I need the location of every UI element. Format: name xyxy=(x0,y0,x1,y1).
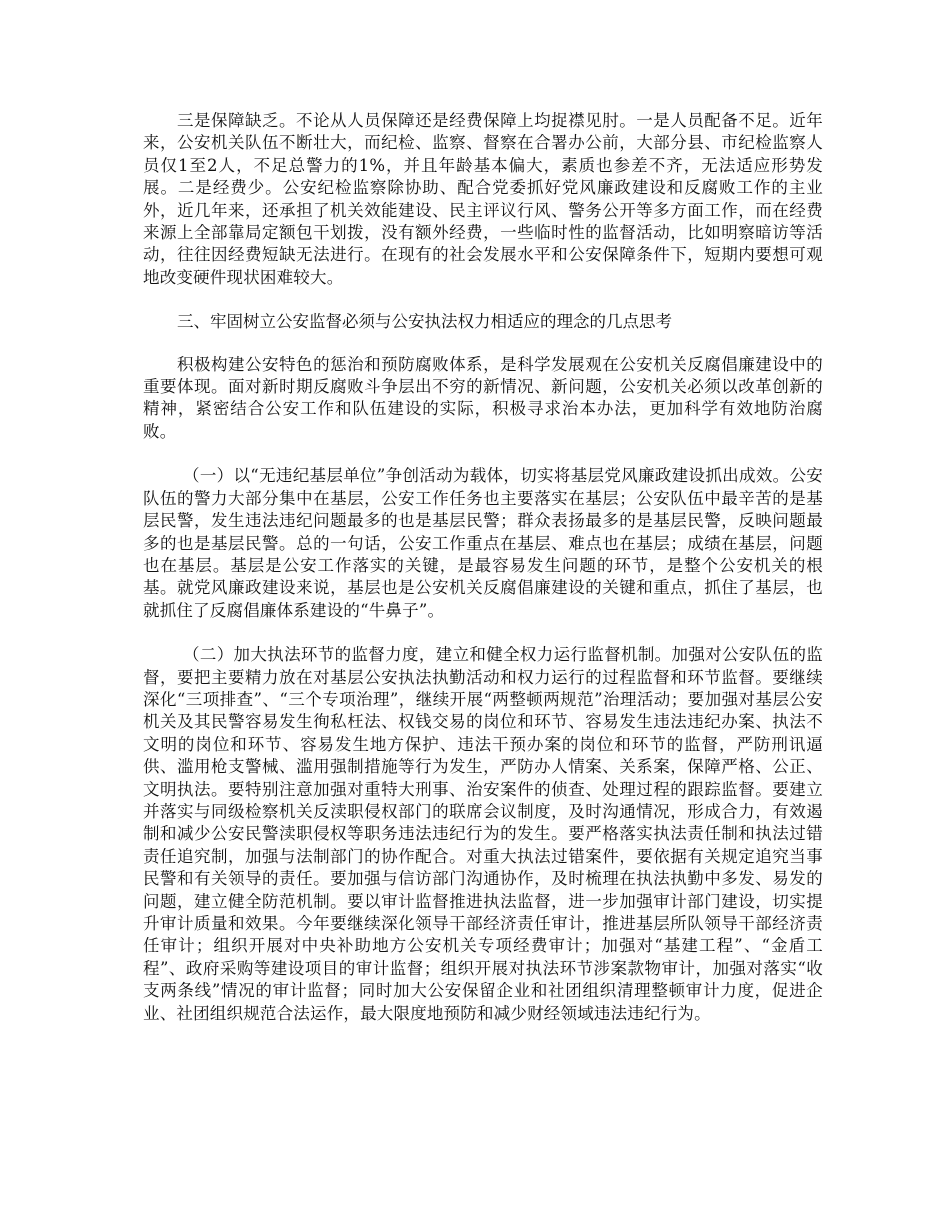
paragraph-gap xyxy=(143,289,823,311)
document-page xyxy=(143,110,823,1025)
paragraph-gap xyxy=(143,443,823,465)
paragraph-gap xyxy=(143,622,823,644)
paragraph-item-two: （二）加大执法环节的监督力度，建立和健全权力运行监督机制。加强对公安队伍的监督，要把主要精力放在对基层公安执法执勤活动和权力运行的过程监督和环节监督。要继续深化“三项排查”、“三个专项治理”，继续开展“两整顿两规范”治理活动；要加强对基层公安机关及其民警容易发生徇私枉法、权钱交易的岗位和环节、容易发生违法违纪办案、执法不文明的岗位和环节、容易发生地方保护、违法干预办案的岗位和环节的监督，严防刑讯逼供、滥用枪支警械、滥用强制措施等行为发生，严防办人情案、关系案，保障严格、公正、文明执法。要特别注意加强对重特大刑事、治安案件的侦查、处理过程的跟踪监督。要建立并落实与同级检察机关反渎职侵权部门的联席会议制度，及时沟通情况，形成合力，有效遏制和减少公安民警渎职侵权等职务违法违纪行为的发生。要严格落实执法责任制和执法过错责任追究制，加强与法制部门的协作配合。对重大执法过错案件，要依据有关规定追究当事民警和有关领导的责任。要加强与信访部门沟通协作，及时梳理在执法执勤中多发、易发的问题，建立健全防范机制。要以审计监督推进执法监督，进一步加强审计部门建设，切实提升审计质量和效果。今年要继续深化领导干部经济责任审计，推进基层所队领导干部经济责任审计；组织开展对中央补助地方公安机关专项经费审计；加强对“基建工程”、“金盾工程”、政府采购等建设项目的审计监督；组织开展对执法环节涉案款物审计，加强对落实“收支两条线”情况的审计监督；同时加大公安保留企业和社团组织清理整顿审计力度，促进企业、社团组织规范合法运作，最大限度地预防和减少财经领域违法违纪行为。 xyxy=(143,645,823,1023)
paragraph-gap xyxy=(143,334,823,354)
paragraph-security-shortage: 三是保障缺乏。不论从人员保障还是经费保障上均捉襟见肘。一是人员配备不足。近年来，公安机关队伍不断壮大，而纪检、监察、督察在合署办公前，大部分县、市纪检监察人员仅1至2人，不足总警力的1%，并且年龄基本偏大，素质也参差不齐，无法适应形势发展。二是经费少。公安纪检监察除协助、配合党委抓好党风廉政建设和反腐败工作的主业外，近几年来，还承担了机关效能建设、民主评议行风、警务公开等多方面工作，而在经费来源上全部靠局定额包干划拨，没有额外经费，一些临时性的监督活动，比如明察暗访等活动，往往因经费短缺无法进行。在现有的社会发展水平和公安保障条件下，短期内要想可观地改变硬件现状困难较大。 xyxy=(143,111,823,287)
section-heading-three: 三、牢固树立公安监督必须与公安执法权力相适应的理念的几点思考 xyxy=(177,312,672,332)
paragraph-item-one: （一）以“无违纪基层单位”争创活动为载体，切实将基层党风廉政建设抓出成效。公安队伍的警力大部分集中在基层，公安工作任务也主要落实在基层；公安队伍中最辛苦的是基层民警，发生违法违纪问题最多的也是基层民警；群众表扬最多的是基层民警，反映问题最多的也是基层民警。总的一句话，公安工作重点在基层、难点也在基层；成绩在基层，问题也在基层。基层是公安工作落实的关键，是最容易发生问题的环节，是整个公安机关的根基。就党风廉政建设来说，基层也是公安机关反腐倡廉建设的关键和重点，抓住了基层，也就抓住了反腐倡廉体系建设的“牛鼻子”。 xyxy=(143,466,823,620)
paragraph-intro: 积极构建公安特色的惩治和预防腐败体系，是科学发展观在公安机关反腐倡廉建设中的重要体现。面对新时期反腐败斗争层出不穷的新情况、新问题，公安机关必须以改革创新的精神，紧密结合公安工作和队伍建设的实际，积极寻求治本办法，更加科学有效地防治腐败。 xyxy=(143,354,823,441)
